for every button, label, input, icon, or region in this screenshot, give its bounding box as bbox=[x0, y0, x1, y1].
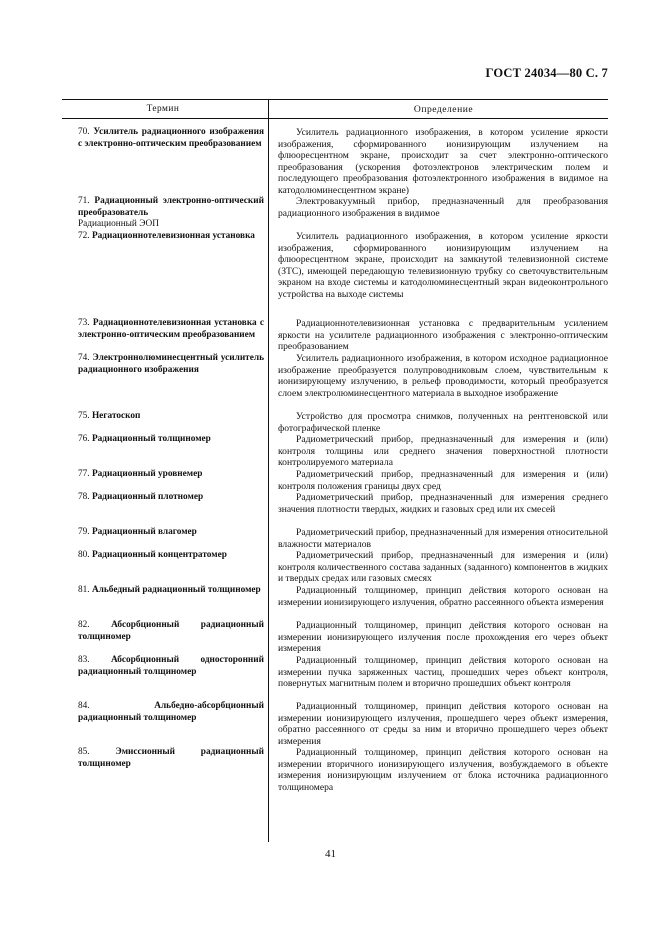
definition-cell: Электровакуумный прибор, предназначенный для преобразования радиационного изображения в видимое bbox=[278, 196, 608, 219]
table-row bbox=[62, 318, 608, 353]
term-name: Радиационный влагомер bbox=[91, 527, 197, 537]
term-number: 85. bbox=[78, 747, 90, 757]
definition-cell: Радиационный толщиномер, принцип действия которого основан на измерении вторичного ионизирующего излучения, возбуждаемого в объекте измерения ионизирующим излучением от блока источника радиационного толщиномера bbox=[278, 747, 608, 793]
definition-cell: Радиометрический прибор, предназначенный для измерения и (или) контроля количественного состава заданных (заданного) компонентов в жидких и твердых средах или газовых смесях bbox=[278, 550, 608, 585]
term-number: 74. bbox=[78, 353, 90, 363]
term-number: 82. bbox=[78, 620, 90, 630]
term-number: 70. bbox=[78, 127, 90, 137]
term-cell bbox=[62, 747, 268, 797]
term-number: 71. bbox=[78, 196, 90, 206]
table-row bbox=[62, 492, 608, 527]
term-name: Радиационный уровнемер bbox=[91, 469, 203, 479]
term-name: Радиационнотелевизионная установка с электронно-оптическим преобразованием bbox=[78, 318, 264, 340]
page-number: 41 bbox=[325, 848, 336, 860]
term-cell bbox=[62, 411, 268, 434]
term-name: Радиационный плотномер bbox=[91, 492, 204, 502]
term-cell bbox=[62, 434, 268, 469]
term-name: Радиационнотелевизионная установка bbox=[91, 231, 255, 241]
table-header-rule bbox=[62, 118, 608, 119]
term-name: Радиационный толщиномер bbox=[91, 434, 211, 444]
definition-cell: Радиометрический прибор, предназначенный для измерения среднего значения плотности твердых, жидких и газовых сред или их смесей bbox=[278, 492, 608, 515]
definition-cell: Радиационный толщиномер, принцип действия которого основан на измерении ионизирующего излучения, обратно рассеянного объекта измерения bbox=[278, 585, 608, 608]
term-cell bbox=[62, 585, 268, 620]
term-number: 84. bbox=[78, 701, 90, 711]
term-cell bbox=[62, 231, 268, 318]
table-row bbox=[62, 127, 608, 196]
term-name: Альбедно-абсорбционный радиационный толщиномер bbox=[78, 701, 264, 723]
term-cell bbox=[62, 469, 268, 492]
column-header-definition: Определение bbox=[413, 104, 474, 115]
term-cell bbox=[62, 353, 268, 411]
definition-cell: Радиометрический прибор, предназначенный для измерения и (или) контроля толщины или среднего значения поверхностной плотности контролируемого материала bbox=[278, 434, 608, 469]
terms-table bbox=[62, 127, 608, 797]
term-name: Абсорбционный односторонний радиационный толщиномер bbox=[78, 655, 264, 677]
term-name: Радиационный электронно-оптический преобразователь bbox=[78, 196, 264, 218]
definition-cell: Устройство для просмотра снимков, полученных на рентгеновской или фотографической пленке bbox=[278, 411, 608, 434]
table-row bbox=[62, 196, 608, 231]
definition-cell: Радиационный толщиномер, принцип действия которого основан на измерении ионизирующего излучения, прошедшего через объект измерения, обратно рассеянного от среды за ним и вторично прошедшего через объект измерения bbox=[278, 701, 608, 747]
term-cell bbox=[62, 550, 268, 585]
term-cell bbox=[62, 701, 268, 747]
table-row bbox=[62, 701, 608, 747]
term-number: 76. bbox=[78, 434, 90, 444]
term-cell bbox=[62, 527, 268, 550]
term-number: 81. bbox=[78, 585, 90, 595]
term-number: 73. bbox=[78, 318, 90, 328]
table-row bbox=[62, 353, 608, 411]
term-number: 77. bbox=[78, 469, 90, 479]
column-header-term: Термин bbox=[146, 104, 180, 114]
definition-cell: Усилитель радиационного изображения, в котором исходное радиационное изображение преобразуется полупроводниковым слоем, чувствительным к ионизирующему излучению, в рельеф проводимости, который преобразуется слоем электролюминесцентного материала в выходное изображение bbox=[278, 353, 608, 399]
table-row bbox=[62, 411, 608, 434]
table-row bbox=[62, 469, 608, 492]
table-row bbox=[62, 620, 608, 655]
term-abbreviation: Радиационный ЭОП bbox=[78, 219, 159, 230]
table-row bbox=[62, 231, 608, 318]
term-number: 75. bbox=[78, 411, 90, 421]
term-cell bbox=[62, 655, 268, 701]
term-name: Радиационный концентратомер bbox=[91, 550, 227, 560]
term-cell bbox=[62, 196, 268, 231]
term-number: 78. bbox=[78, 492, 90, 502]
term-name: Эмиссионный радиационный толщиномер bbox=[78, 747, 265, 769]
term-name: Негатоскоп bbox=[91, 411, 141, 421]
table-row bbox=[62, 527, 608, 550]
term-name: Абсорбционный радиационный толщиномер bbox=[78, 620, 265, 642]
table-row bbox=[62, 550, 608, 585]
table-row bbox=[62, 434, 608, 469]
term-name: Альбедный радиационный толщиномер bbox=[91, 585, 261, 595]
table-row bbox=[62, 655, 608, 701]
definition-cell: Радиометрический прибор, предназначенный для измерения относительной влажности материалов bbox=[278, 527, 608, 550]
definition-cell: Радиационный толщиномер, принцип действия которого основан на измерении пучка заряженных частиц, прошедших через объект контроля, повернутых магнитным полем и вторично прошедших объект контроля bbox=[278, 655, 608, 690]
term-name: Усилитель радиационного изображения с электронно-оптическим преобразованием bbox=[78, 127, 264, 149]
term-cell bbox=[62, 127, 268, 196]
term-number: 80. bbox=[78, 550, 90, 560]
term-name: Электроннолюминесцентный усилитель радиационного изображения bbox=[78, 353, 264, 375]
term-number: 72. bbox=[78, 231, 90, 241]
term-cell bbox=[62, 492, 268, 527]
definition-cell: Усилитель радиационного изображения, в котором усиление яркости изображения, сформированного ионизирующим излучением на флюоресцентном экране, происходит на замкнутой телевизионной системе (ЗТС), имеющей передающую телевизионную трубку со светочувствительным экраном на входе системы и катодолюминесцентный экран видеоконтрольного устройства на выходе системы bbox=[278, 231, 608, 300]
table-row bbox=[62, 747, 608, 797]
term-number: 79. bbox=[78, 527, 90, 537]
term-cell bbox=[62, 620, 268, 655]
term-cell bbox=[62, 318, 268, 353]
definition-cell: Радиационнотелевизионная установка с предварительным усилением яркости на усилителе радиационного изображения с электронно-оптическим преобразованием bbox=[278, 318, 608, 353]
term-number: 83. bbox=[78, 655, 90, 665]
definition-cell: Радиационный толщиномер, принцип действия которого основан на измерении ионизирующего излучения после прохождения его через объект измерения bbox=[278, 620, 608, 655]
document-header: ГОСТ 24034—80 С. 7 bbox=[485, 66, 608, 80]
table-top-rule bbox=[62, 99, 608, 100]
definition-cell: Усилитель радиационного изображения, в котором усиление яркости изображения, сформированного ионизирующим излучением на флюоресцентном экране, происходит за счет электронно-оптического преобразования (ускорения фотоэлектронов электрическим полем и последующего преобразования фотоэлектронного изображения в видимое на катодолюминесцентном экране) bbox=[278, 127, 608, 196]
definition-cell: Радиометрический прибор, предназначенный для измерения и (или) контроля положения границы двух сред bbox=[278, 469, 608, 492]
table-row bbox=[62, 585, 608, 620]
